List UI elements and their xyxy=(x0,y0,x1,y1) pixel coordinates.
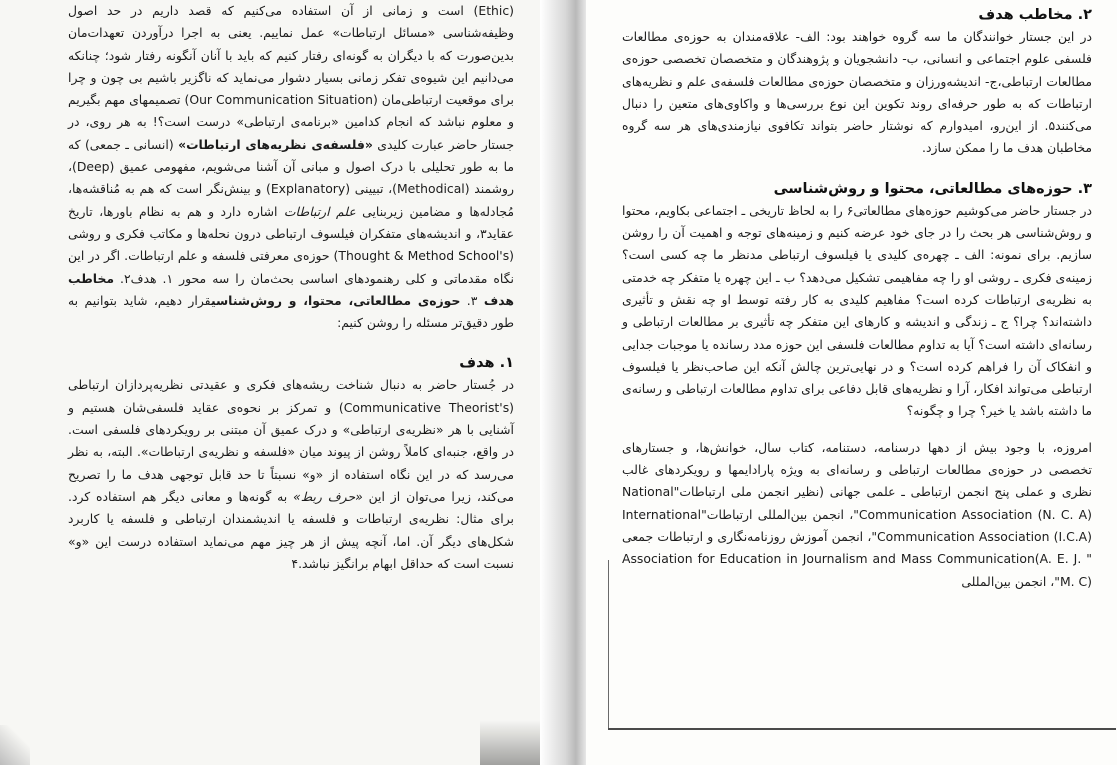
right-text-column xyxy=(622,4,1092,593)
heading-audience: ۲. مخاطب هدف xyxy=(978,7,1092,23)
text-run: به گونه‌ها و معانی دیگر هم استفاده کرد. برای مثال: نظریه‌ی ارتباطات و فلسفه یا اندیشمندان ارتباطی و فلسفه یا کاربرد شکل‌های دیگر آن. اما، آنچه پیش از هر چیز مهم می‌نماید استفاده درست این «و» نسبت است که حداقل ابهام برانگیز نباشد.۴ xyxy=(68,488,514,571)
heading-goal: ۱. هدف xyxy=(459,355,514,372)
text-run: «فلسفه‌ی نظریه‌های ارتباطات» xyxy=(178,136,373,152)
text-run: (انسانی ـ جمعی) که ما به طور تحلیلی با درک اصول و مبانی آن آشنا می‌شویم، مفهومی عمیق (Deep)، روشمند (Methodical)، تبیینی (Explanatory) و بینش‌نگر است که هم به مُناقشه‌ها، مُجادله‌ها و مضامین زیربنایی xyxy=(68,136,514,219)
text-run: Association for Education in Journalism and Mass Communication(A. E. J. M. C) xyxy=(622,551,1092,589)
text-run: قرار دهیم، شاید بتوانیم به طور دقیق‌تر مسئله را روشن کنیم: xyxy=(68,292,514,331)
today-paragraph xyxy=(622,437,1092,593)
page-border-bottom xyxy=(608,728,1116,730)
audience-paragraph xyxy=(622,26,1092,160)
fields-paragraph xyxy=(622,200,1092,423)
page-binding-shadow xyxy=(480,720,540,765)
intro-paragraph xyxy=(68,0,514,334)
text-run: امروزه، با وجود بیش از دهها درسنامه، دستنامه، کتاب سال، خوانش‌ها، و جستارهای تخصصی در حوزه‌ی مطالعات ارتباطی و رسانه‌ای به ویژه پارادایمها و رویکردهای غالب نظری و عملی پنج انجمن ارتباطی ـ علمی جهانی (نظیر انجمن ملی ارتباطات" xyxy=(622,439,1092,500)
text-run: در جُستار حاضر به دنبال شناخت ریشه‌های فکری و عقیدتی نظریه‌پردازان ارتباطی (Communicative Theorist's) و تمرکز بر نحوه‌ی عقاید فلسفی‌شان هستیم و آشنایی با هر «نظریه‌ی ارتباطی» و درک عمیق آن مبتنی بر رویکردهای فلسفی است. در واقع، جنبه‌ای کاملاً روشن از پیوند میان «فلسفه و نظریه‌ی ارتباطات». البته، به نظر می‌رسد که در این نگاه استفاده از «و» نسبتاً تا حد قابل توجهی هدف ما را تصریح می‌کند، زیرا می‌توان از این xyxy=(68,377,514,504)
page-corner-shadow xyxy=(0,725,30,765)
left-text-column xyxy=(68,0,514,575)
left-page xyxy=(0,0,540,765)
heading-fields: ۳. حوزه‌های مطالعاتی، محتوا و روش‌شناسی xyxy=(773,180,1092,197)
text-run: مخاطب هدف xyxy=(68,270,514,308)
text-run: "، انجمن آموزش روزنامه‌نگاری و ارتباطات جمعی " xyxy=(622,528,1092,567)
text-run: International Communication Association (I.C.A) xyxy=(622,506,1092,544)
text-run: ۳. xyxy=(460,292,484,308)
text-run: National Communication Association (N. C. A) xyxy=(622,484,1092,522)
page-border-vertical xyxy=(608,560,609,730)
text-run: (Ethic) است و زمانی از آن استفاده می‌کنیم که قصد داریم در حد اصول وظیفه‌شناسی «مسائل ارتباطات» عمل نماییم. یعنی به اجرا درآوردن تعهدات‌مان بدین‌صورت که با دیگران به گونه‌ای رفتار کنیم که باید با آنان آنگونه رفتار شود؛ چنانکه می‌دانیم این شیوه‌ی تفکر زمانی بسیار دشوار می‌نماید که ناگزیر باشیم بی چون و چرا برای موقعیت ارتباطی‌مان (Our Communication Situation) تصمیمهای مهم بگیریم و معلوم نباشد که انجام کدامین «برنامه‌ی ارتباطی» درست است؟! به هر روی، در جستار حاضر عبارت کلیدی xyxy=(68,3,514,152)
text-run: حوزه‌ی مطالعاتی، محتوا، و روش‌شناسی xyxy=(210,292,461,308)
text-run: در جستار حاضر می‌کوشیم حوزه‌های مطالعاتی۶ را به لحاظ تاریخی ـ اجتماعی بکاویم، محتوا و روش‌شناسی هر بحث را در جای خود عرضه کنیم و زمینه‌های توجه و اهمیت آن را روشن سازیم. برای نمونه: الف ـ چهره‌ی کلیدی یا فیلسوف ارتباطی مدنظر ما چه کسی است؟ زمینه‌ی فکری ـ روشی او را چه مفاهیمی تشکیل می‌دهد؟ ب ـ این چهره یا متفکر چه خدمتی به نظریه‌ی ارتباطات کرده است؟ مفاهیم کلیدی به کار رفته توسط او چه نقش و تأثیری داشته‌اند؟ چرا؟ ج ـ زندگی و اندیشه و کارهای این متفکر چه تأثیری بر مطالعات ارتباطی و رسانه‌ای داشته است؟ آیا به تداوم مطالعات فلسفی این حوزه مدد رسانده یا موجبات جدایی و انفکاک آن را فراهم کرده است؟ و در نهایی‌ترین چالش آنکه این صاحب‌نظر یا فیلسوف ارتباطی می‌تواند افکار، آرا و نظریه‌های قابل دفاعی برای تداوم مطالعات ارتباطی و رسانه‌ی ما داشته باشد یا خیر؟ چرا و چگونه؟ xyxy=(622,202,1093,419)
text-run: "، انجمن بین‌المللی xyxy=(961,573,1060,589)
text-run: در این جستار خوانندگان ما سه گروه خواهند بود: الف- علاقه‌مندان به حوزه‌ی مطالعات فلسفی علوم اجتماعی و انسانی، ب- دانشجویان و پژوهندگان و متخصصان تخصصی حوزه‌ی مطالعات ارتباطی،ج- اندیشه‌ورزان و متخصصان حوزه‌ی مطالعات فلسفه‌ی علم و نظریه‌های ارتباطات که به طور حرفه‌ای روند تکوین این نوع بررسی‌ها و واکاوی‌های متعین را دنبال می‌کنند۵. از این‌رو، امیدوارم که نوشتار حاضر بتواند تکافوی نیازمندی‌های هر سه گروه مخاطبان هدف ما را ممکن سازد. xyxy=(622,29,1092,156)
text-run: "، انجمن بین‌المللی ارتباطات" xyxy=(701,506,859,522)
right-page xyxy=(586,0,1117,765)
goal-paragraph xyxy=(68,374,514,575)
text-run: اشاره دارد و هم به نظام باورها، تاریخ عقاید۳، و اندیشه‌های متفکران فیلسوف ارتباطی درون نحله‌ها و مکاتب فکری و روشی (Thought & Method School's) حوزه‌ی معرفتی فلسفه و علم ارتباطات. اگر در این نگاه مقدماتی و کلی رهنمودهای اساسی بحث‌مان را سه محور ۱. هدف۲. xyxy=(68,203,514,286)
book-gutter xyxy=(540,0,586,765)
text-run: «حرف ربط» xyxy=(293,488,363,504)
text-run: علم ارتباطات xyxy=(283,203,356,219)
